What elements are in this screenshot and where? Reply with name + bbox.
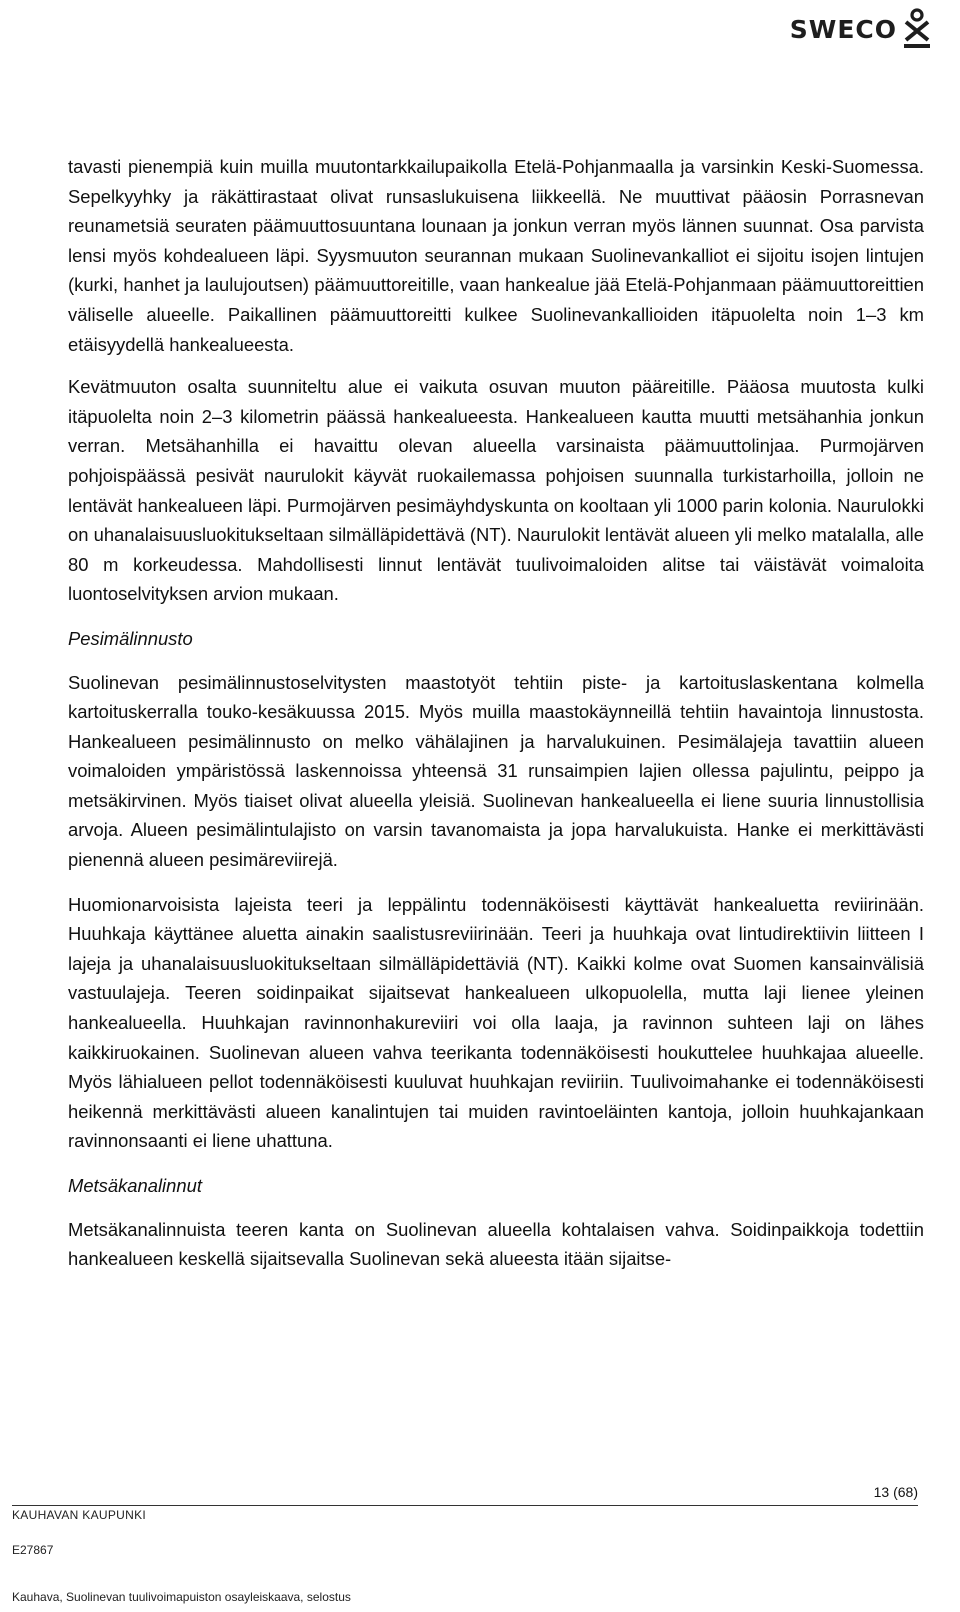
sweco-mark-icon [902,8,932,50]
page-number: 13 (68) [873,1484,918,1500]
footer-document-title: Kauhava, Suolinevan tuulivoimapuiston osayleiskaava, selostus [12,1590,351,1604]
sweco-logo [790,8,932,50]
paragraph-breeding-survey: Suolinevan pesimälinnustoselvitysten maastotyöt tehtiin piste- ja kartoituslaskentana kolmella kartoituskerralla touko-kesäkuussa 2015. Myös muilla maastokäynneillä tehtiin havaintoja linnustosta. Hankealueen pesimälinnusto on melko vähälajinen ja harvalukuinen. Pesimälajeja tavattiin alueen voimaloiden ympäristössä laskennoissa yhteensä 31 runsaimpien lajien ollessa pajulintu, peippo ja metsäkirvinen. Myös tiaiset olivat alueella yleisiä. Suolinevan hankealueella ei liene suuria linnustollisia arvoja. Alueen pesimälintulajisto on varsin tavanomaista ja jopa harvalukuista. Hanke ei merkittävästi pienennä alueen pesimäreviirejä. [68,671,924,871]
document-body [68,152,924,1289]
footer-organization: KAUHAVAN KAUPUNKI [12,1508,147,1522]
footer-divider [12,1505,918,1506]
heading-breeding-birds: Pesimälinnusto [68,627,193,649]
paragraph-autumn-migration: tavasti pienempiä kuin muilla muutontarkkailupaikolla Etelä-Pohjanmaalla ja varsinkin Keski-Suomessa. Sepelkyyhky ja räkättirastaat olivat runsaslukuisena liikkeellä. Ne muuttivat pääosin Porrasnevan reunametsiä seuraten päämuuttosuuntana lounaan ja jonkun verran myös lännen suunnat. Osa parvista lensi myös kohdealueen läpi. Syysmuuton seurannan mukaan Suolinevankalliot ei sijoitu isojen lintujen (kurki, hanhet ja laulujoutsen) päämuuttoreitille, vaan hankealue jää Etelä-Pohjanmaan päämuuttoreittien väliselle alueelle. Paikallinen päämuuttoreitti kulkee Suolinevankallioiden itäpuolelta noin 1–3 km etäisyydellä hankealueesta. [68,156,924,355]
paragraph-spring-migration: Kevätmuuton osalta suunniteltu alue ei vaikuta osuvan muuton pääreitille. Pääosa muutosta kulki itäpuolelta noin 2–3 kilometrin päässä hankealueesta. Hankealueen kautta muutti metsähanhia jonkun verran. Metsähanhilla ei havaittu olevan alueella varsinaista päämuuttolinjaa. Purmojärven pohjoispäässä pesivät naurulokit käyvät ruokailemassa pohjoisen suunnalla turkistarhoilla, jolloin ne lentävät hankealueen läpi. Purmojärven pesimäyhdyskunta on kooltaan yli 1000 parin kolonia. Naurulokki on uhanalaisuusluokitukseltaan silmälläpidettävä (NT). Naurulokit lentävät alueen yli melko matalalla, alle 80 m korkeudessa. Mahdollisesti linnut lentävät tuulivoimaloiden alitse tai väistävät voimaloita luontoselvityksen arvion mukaan. [68,376,924,605]
logo-text: SWECO [789,14,897,44]
paragraph-forest-grouse: Metsäkanalinnuista teeren kanta on Suolinevan alueella kohtalaisen vahva. Soidinpaikkoja todettiin hankealueen keskellä sijaitsevalla Suolinevan sekä alueesta itään sijaitse- [68,1218,924,1270]
heading-forest-grouse: Metsäkanalinnut [68,1175,202,1196]
footer-project-code: E27867 [12,1543,54,1557]
paragraph-notable-species: Huomionarvoisista lajeista teeri ja leppälintu todennäköisesti käyttävät hankealuetta reviirinään. Huuhkaja käyttänee aluetta ainakin saalistusreviirinään. Teeri ja huuhkaja ovat lintudirektiivin liitteen I lajeja ja uhanalaisuusluokitukseltaan silmälläpidettäviä (NT). Kaikki kolme ovat Suomen kansainvälisiä vastuulajeja. Teeren soidinpaikat sijaitsevat hankealueen ulkopuolella, mutta laji lienee yleinen hankealueella. Huuhkajan ravinnonhakureviiri voi olla laaja, ja ravinnon suhteen laji on lähes kaikkiruokainen. Suolinevan alueen vahva teerikanta todennäköisesti houkuttelee huuhkajaa alueelle. Myös lähialueen pellot todennäköisesti kuuluvat huuhkajan reviiriin. Tuulivoimahanke ei todennäköisesti heikennä merkittävästi alueen kanalintujen tai muiden ravintoeläinten kantoja, jolloin huuhkajankaan ravinnonsaanti ei liene uhattuna. [68,893,924,1152]
